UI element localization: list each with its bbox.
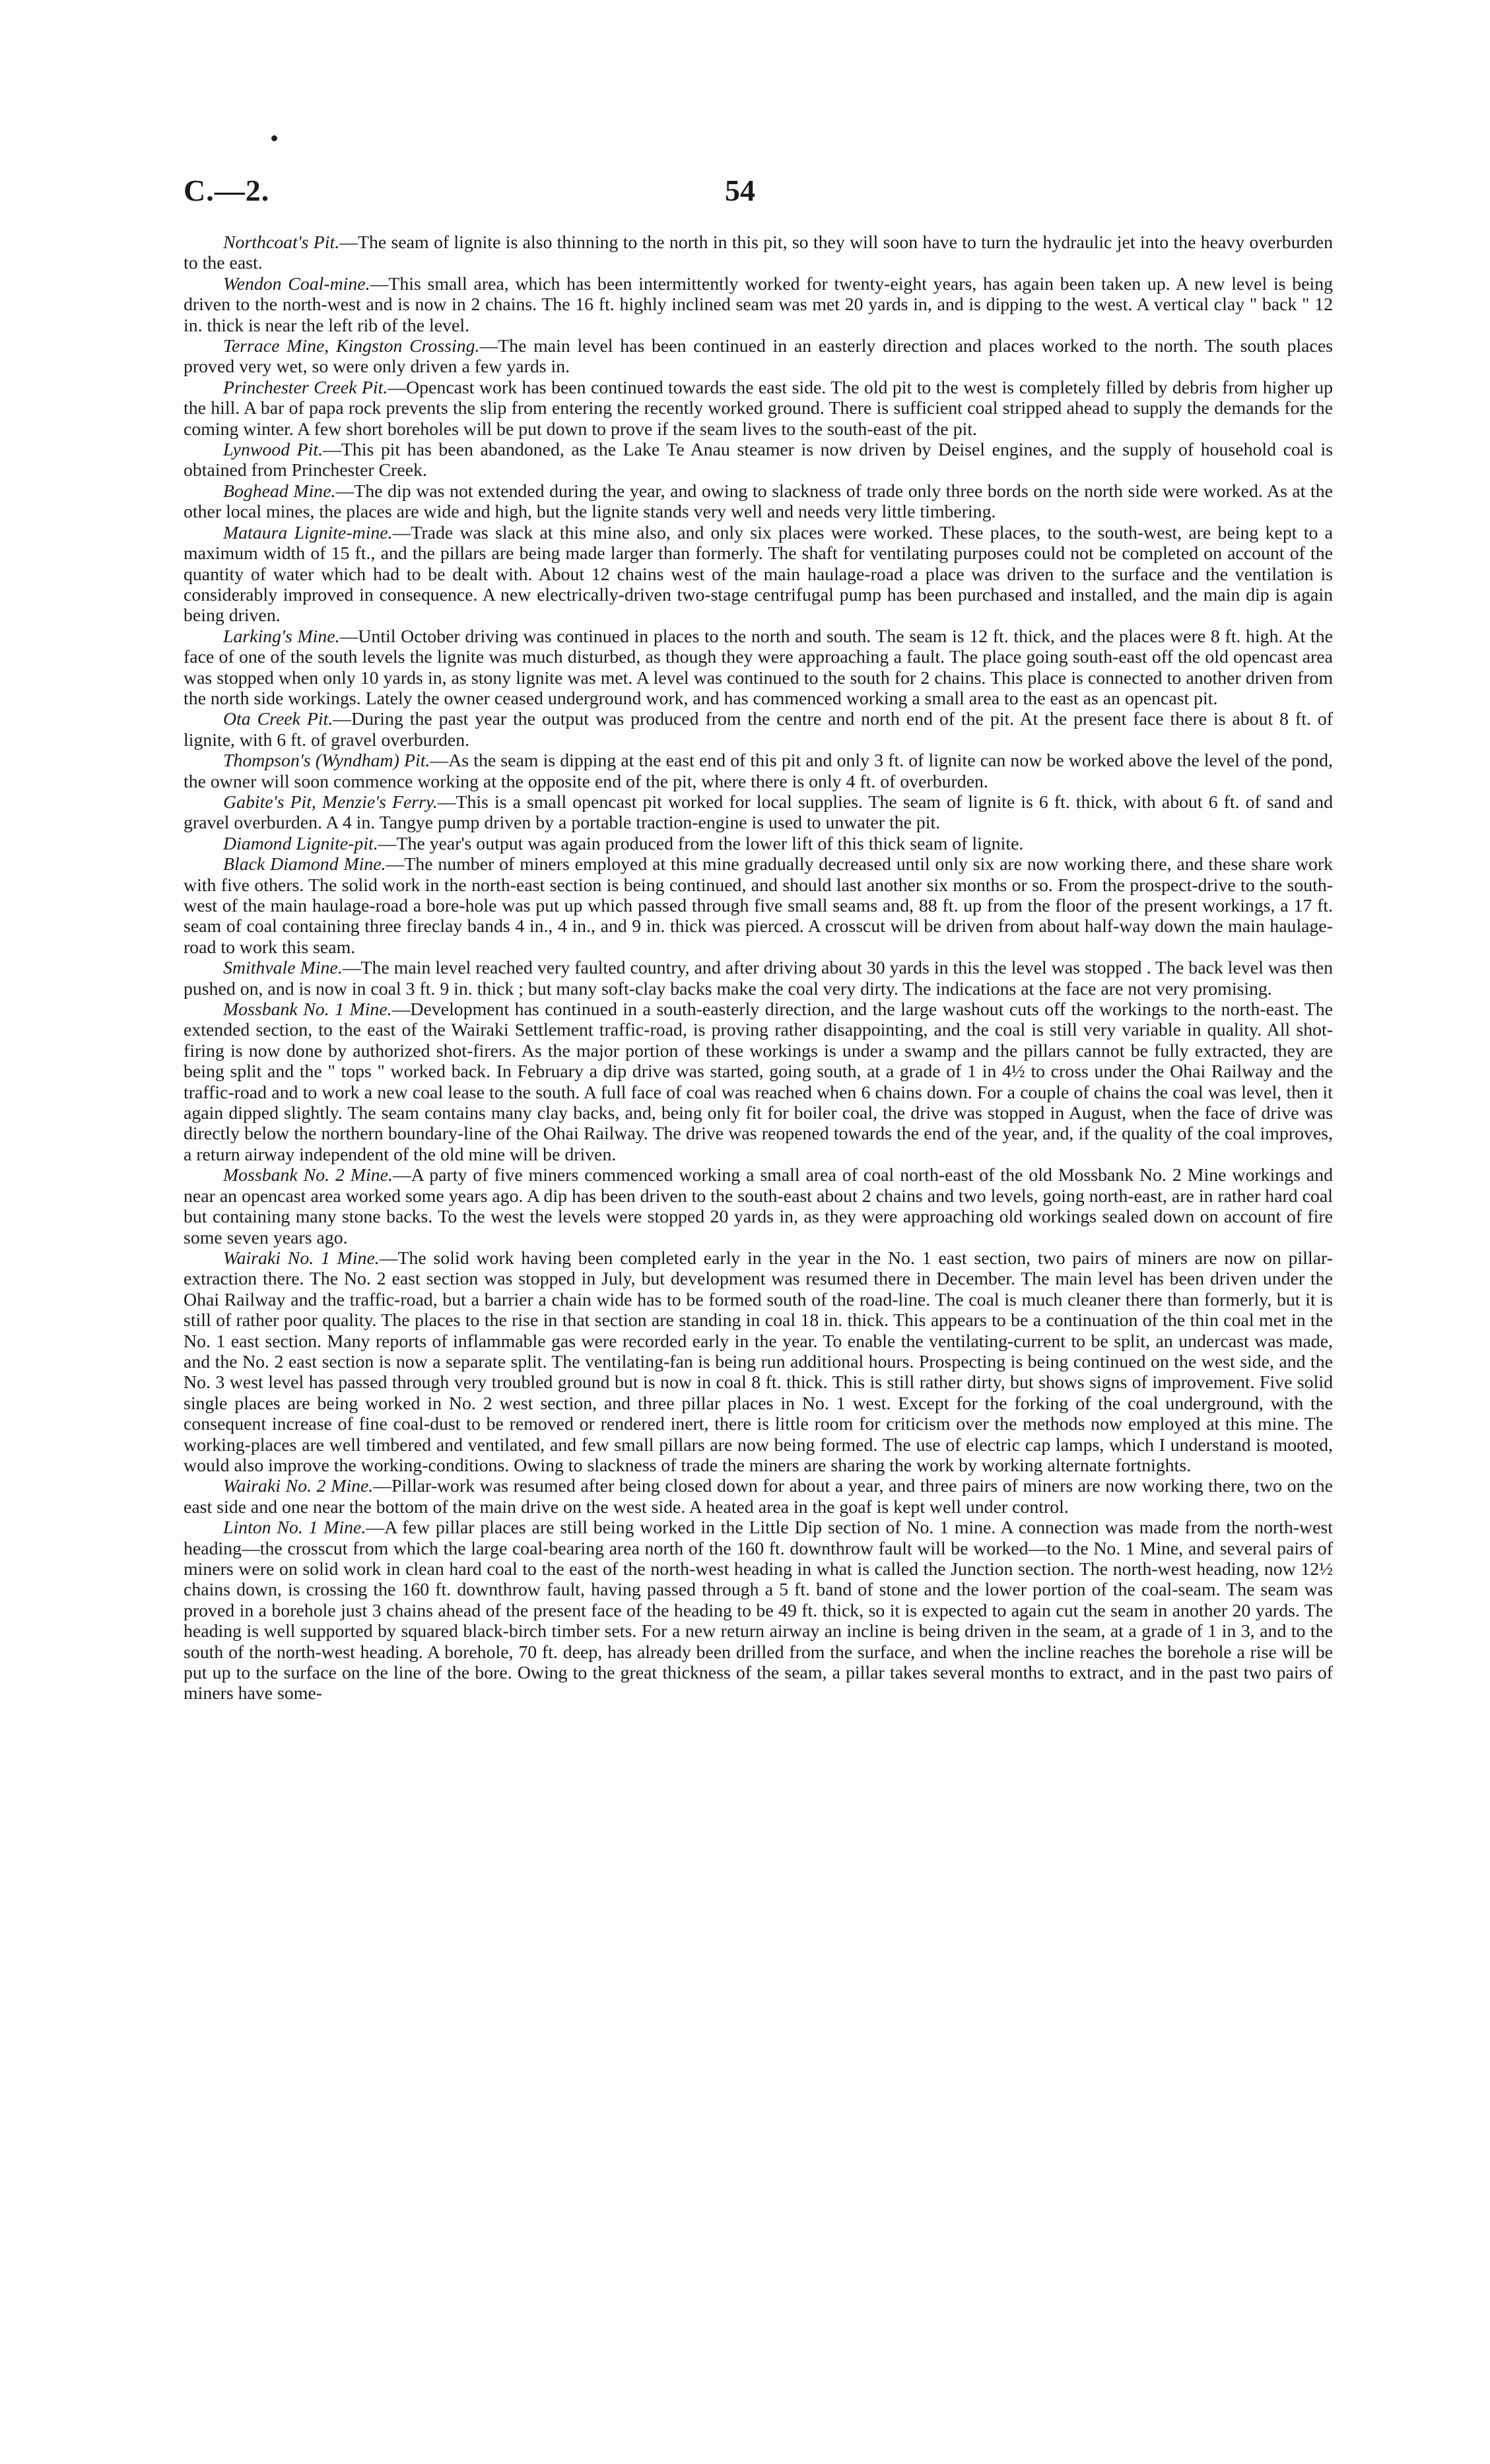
paragraph-title: Black Diamond Mine. [223,854,386,875]
paragraph-text: —This is a small opencast pit worked for local supplies. The seam of lignite is 6 ft. thick, with about 6 ft. of sand and gravel overburden. A 4 in. Tangye pump driven by a portable traction-engine is used to unwater the pit. [184,791,1333,834]
paragraph-mossbank-no2-mine [184,1165,1333,1248]
paragraph-title: Terrace Mine, Kingston Crossing. [223,336,480,357]
paragraph-title: Northcoat's Pit. [223,232,340,253]
paragraph-text: —The seam of lignite is also thinning to the north in this pit, so they will soon have to turn the hydraulic jet into the heavy overburden to the east. [184,232,1333,274]
paragraph-text: —As the seam is dipping at the east end of this pit and only 3 ft. of lignite can now be worked above the level of the pond, the owner will soon commence working at the opposite end of the pit, where there is only 4 ft. of overburden. [184,750,1334,792]
paragraph-title: Thompson's (Wyndham) Pit. [223,750,430,772]
paragraph-text: —The solid work having been completed early in the year in the No. 1 east section, two pairs of miners are now on pillar-extraction there. The No. 2 east section was stopped in July, but development was resumed there in December. The main level has been driven under the Ohai Railway and the traffic-road, but a barrier a chain wide has to be formed south of the road-line. The coal is much cleaner there than formerly, but it is still of rather poor quality. The places to the rise in that section are standing in coal 18 in. thick. This appears to be a continuation of the thin coal met in the No. 1 east section. Many reports of inflammable gas were recorded early in the year. To enable the ventilating-current to be split, an undercast was made, and the No. 2 east section is now a separate split. The ventilating-fan is being run additional hours. Prospecting is being continued on the west side, and the No. 3 west level has passed through very troubled ground but is now in coal 8 ft. thick. This is still rather dirty, but shows signs of improvement. Five solid single places are being worked in No. 2 west section, and three pillar places in No. 1 west. Except for the forking of the coal underground, with the consequent increase of fine coal-dust to be removed or rendered inert, there is little room for criticism over the methods now employed at this mine. The working-places are well timbered and ventilated, and few small pillars are now being formed. The use of electric cap lamps, which I understand is mooted, would also improve the working-conditions. Owing to slackness of trade the miners are sharing the work by working alternate fortnights. [184,1248,1333,1476]
paragraph-wairaki-no1-mine [184,1248,1333,1476]
paragraph-text: —This pit has been abandoned, as the Lake Te Anau steamer is now driven by Deisel engines, and the supply of household coal is obtained from Princhester Creek. [184,440,1333,481]
paragraph-text: —The number of miners employed at this mine gradually decreased until only six are now working there, and these share work with five others. The solid work in the north-east section is being continued, and should last another six months or so. From the prospect-drive to the south-west of the main haulage-road a bore-hole was put up which passed through five small seams and, 88 ft. up from the floor of the present workings, a 17 ft. seam of coal containing three fireclay bands 4 in., 4 in., and 9 in. thick was pierced. A crosscut will be driven from about half-way down the main haulage-road to work this seam. [184,854,1334,958]
paragraph-lynwood-pit [184,440,1333,481]
paragraph-text: —Development has continued in a south-easterly direction, and the large washout cuts off the workings to the north-east. The extended section, to the east of the Wairaki Settlement traffic-road, is proving rather disappointing, and the coal is still very variable in quality. All shot-firing is now done by authorized shot-firers. As the major portion of these workings is under a swamp and the pillars cannot be fully extracted, they are being split and the " tops " worked back. In February a dip drive was started, going south, at a grade of 1 in 4½ to cross under the Ohai Railway and the traffic-road and to work a new coal lease to the south. A full face of coal was reached when 6 chains down. For a couple of chains the coal was level, then it again dipped slightly. The seam contains many clay backs, and, being only fit for boiler coal, the drive was stopped in August, when the face of drive was directly below the northern boundary-line of the Ohai Railway. The drive was reopened towards the end of the year, and, if the quality of the coal improves, a return airway independent of the old mine will be driven. [184,999,1334,1165]
paragraph-terrace-mine [184,336,1333,378]
paragraph-diamond-lignite-pit [184,834,1333,854]
paragraph-black-diamond-mine [184,854,1333,958]
paragraph-text: —During the past year the output was produced from the centre and north end of the pit. At the present face there is about 8 ft. of lignite, with 6 ft. of gravel overburden. [184,709,1333,750]
report-reference: C.—2. [184,174,270,207]
paragraph-title: Mossbank No. 2 Mine. [223,1165,393,1186]
paragraph-title: Diamond Lignite-pit. [223,833,378,854]
page-number: 54 [725,174,755,207]
paragraph-text: —Trade was slack at this mine also, and only six places were worked. These places, to the south-west, are being kept to a maximum width of 15 ft., and the pillars are being made larger than formerly. The shaft for ventilating purposes could not be completed on account of the quantity of water which had to be dealt with. About 12 chains west of the main haulage-road a place was driven to the surface and the ventilation is considerably improved in consequence. A new electrically-driven two-stage centrifugal pump has been purchased and installed, and the main dip is again being driven. [184,522,1334,626]
paragraph-text: —Pillar-work was resumed after being closed down for about a year, and three pairs of miners are now working there, two on the east side and one near the bottom of the main drive on the west side. A heated area in the goaf is kept well under control. [184,1476,1334,1517]
paragraph-title: Princhester Creek Pit. [223,377,388,398]
paragraph-text: —Opencast work has been continued towards the east side. The old pit to the west is completely filled by debris from higher up the hill. A bar of papa rock prevents the slip from entering the recently worked ground. There is sufficient coal stripped ahead to supply the demands for the coming winter. A few short boreholes will be put down to prove if the seam lives to the south-east of the pit. [184,377,1333,440]
paragraph-ota-creek-pit [184,709,1333,750]
paragraph-smithvale-mine [184,958,1333,999]
paragraph-boghead-mine [184,481,1333,523]
paragraph-princhester-creek-pit [184,378,1333,440]
paragraph-title: Boghead Mine. [223,481,336,502]
paragraph-linton-no1-mine [184,1517,1333,1704]
paragraph-thompsons-pit [184,750,1333,792]
paragraph-larkings-mine [184,626,1333,710]
paragraph-title: Wairaki No. 2 Mine. [223,1476,374,1497]
paragraph-title: Smithvale Mine. [223,958,343,979]
paragraph-text: —This small area, which has been intermittently worked for twenty-eight years, has again been taken up. A new level is being driven to the north-west and is now in 2 chains. The 16 ft. highly inclined seam was met 20 yards in, and is dipping to the west. A vertical clay " back " 12 in. thick is near the left rib of the level. [184,273,1333,336]
paragraph-text: —Until October driving was continued in places to the north and south. The seam is 12 ft. thick, and the places were 8 ft. high. At the face of one of the south levels the lignite was much disturbed, as though they were approaching a fault. The place going south-east off the old opencast area was stopped when only 10 yards in, as stony lignite was met. A level was continued to the south for 2 chains. This place is connected to another driven from the north side workings. Lately the owner ceased underground work, and has commenced working a small area to the east as an opencast pit. [184,626,1333,709]
paragraph-northcoats-pit [184,232,1333,274]
ink-speck [271,135,277,141]
paragraph-title: Wairaki No. 1 Mine. [223,1248,380,1269]
paragraph-title: Wendon Coal-mine. [223,273,370,294]
paragraph-text: —The main level reached very faulted country, and after driving about 30 yards in this the level was stopped . The back level was then pushed on, and is now in coal 3 ft. 9 in. thick ; but many soft-clay backs make the coal very dirty. The indications at the face are not very promising. [184,958,1333,999]
paragraph-title: Larking's Mine. [223,626,340,647]
paragraph-title: Mataura Lignite-mine. [223,522,393,543]
paragraph-text: —The main level has been continued in an easterly direction and places worked to the north. The south places proved very wet, so were only driven a few yards in. [184,336,1333,378]
paragraph-title: Ota Creek Pit. [223,709,333,730]
paragraph-text: —A party of five miners commenced working a small area of coal north-east of the old Mossbank No. 2 Mine workings and near an opencast area worked some years ago. A dip has been driven to the south-east about 2 chains and two levels, going north-east, are in rather hard coal but containing many stone backs. To the west the levels were stopped 20 yards in, as they were approaching old workings sealed down on account of fire some seven years ago. [184,1165,1333,1248]
paragraph-text: —The dip was not extended during the year, and owing to slackness of trade only three bords on the north side were worked. As at the other local mines, the places are wide and high, but the lignite stands very well and needs very little timbering. [184,481,1333,523]
body-text [184,232,1333,1704]
paragraph-title: Mossbank No. 1 Mine. [223,999,392,1020]
paragraph-wairaki-no2-mine [184,1476,1333,1517]
paragraph-title: Gabite's Pit, Menzie's Ferry. [223,791,438,813]
paragraph-mataura-lignite-mine [184,523,1333,626]
paragraph-text: —The year's output was again produced from the lower lift of this thick seam of lignite. [378,833,1024,854]
paragraph-text: —A few pillar places are still being worked in the Little Dip section of No. 1 mine. A connection was made from the north-west heading—the crosscut from which the large coal-bearing area north of the 160 ft. downthrow fault will be worked—to the No. 1 Mine, and several pairs of miners were on solid work in clean hard coal to the east of the north-west heading in what is called the Junction section. The north-west heading, now 12½ chains down, is crossing the 160 ft. downthrow fault, having passed through a 5 ft. band of stone and the lower portion of the coal-seam. The seam was proved in a borehole just 3 chains ahead of the present face of the heading to be 49 ft. thick, so it is expected to again cut the seam in another 20 yards. The heading is well supported by squared black-birch timber sets. For a new return airway an incline is being driven in the seam, at a grade of 1 in 3, and to the south of the north-west heading. A borehole, 70 ft. deep, has already been drilled from the surface, and when the incline reaches the borehole a rise will be put up to the surface on the line of the bore. Owing to the great thickness of the seam, a pillar takes several months to extract, and in the past two pairs of miners have some- [184,1517,1333,1704]
paragraph-mossbank-no1-mine [184,999,1333,1165]
paragraph-title: Linton No. 1 Mine. [223,1517,366,1539]
paragraph-wendon-coal-mine [184,274,1333,336]
paragraph-title: Lynwood Pit. [223,440,323,461]
paragraph-gabites-pit [184,792,1333,834]
